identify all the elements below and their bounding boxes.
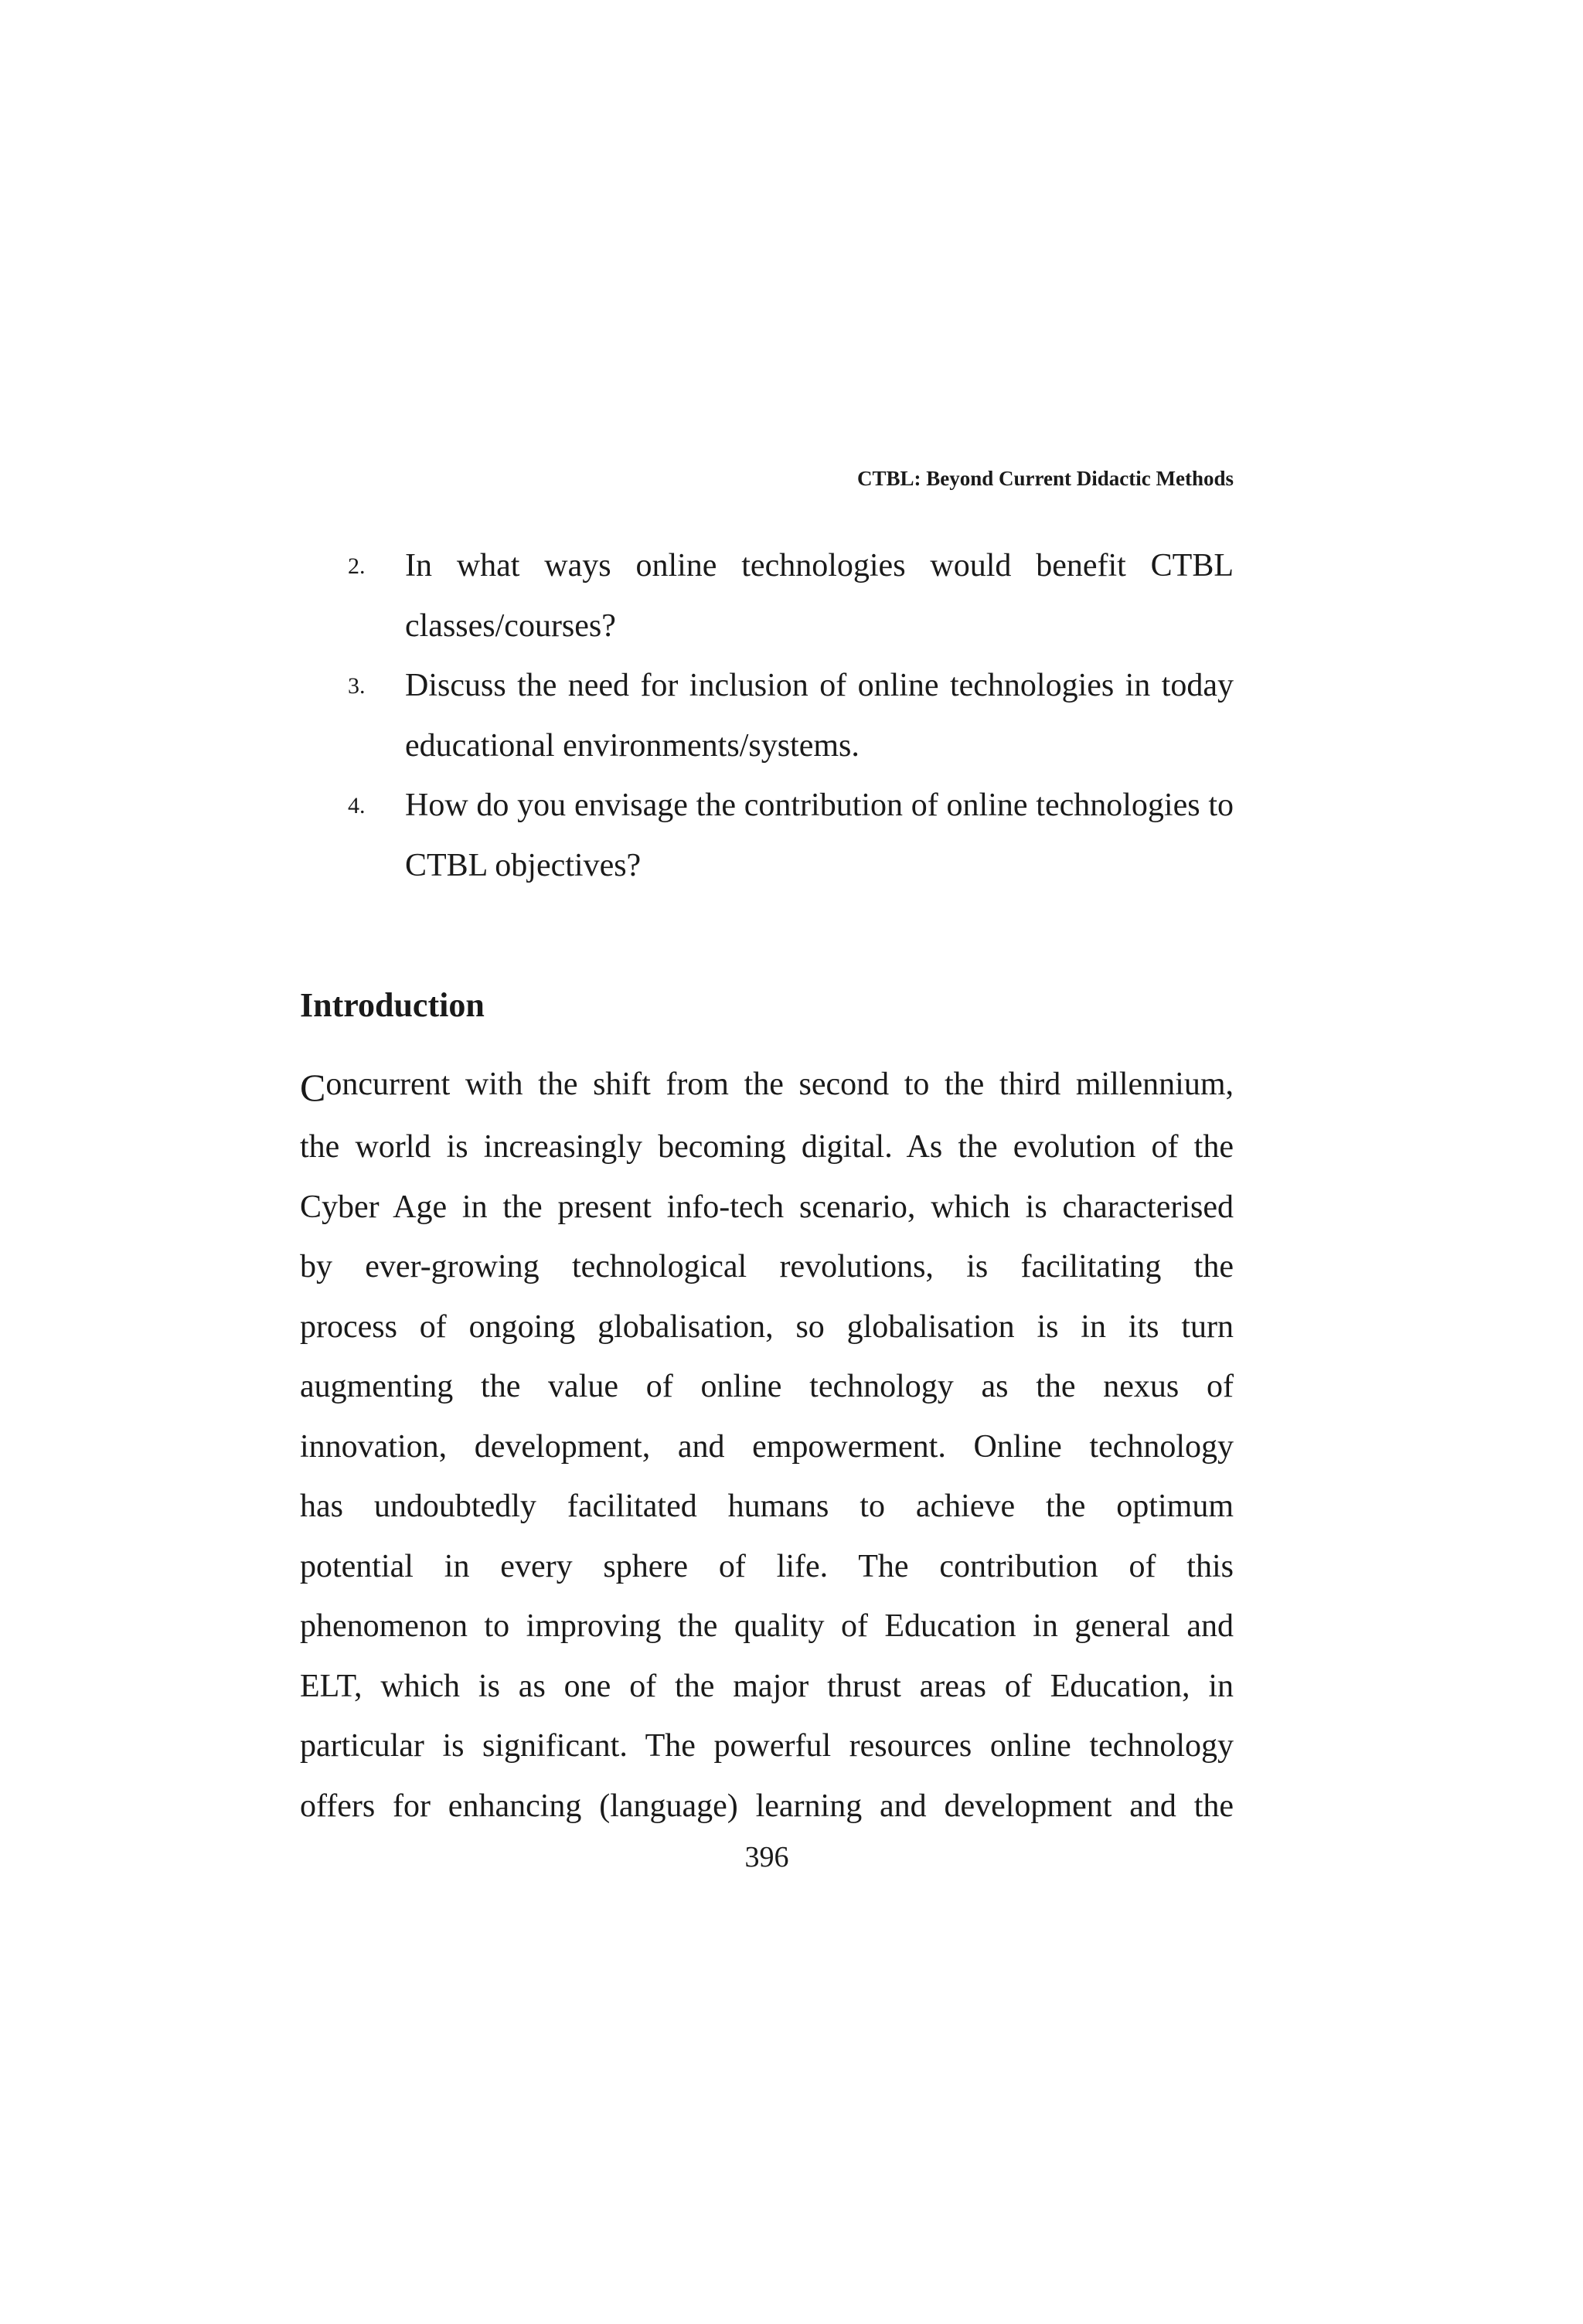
body-line: potential in every sphere of life. The contribution of this [300, 1548, 1234, 1584]
body-line: innovation, development, and empowerment. Online technology [300, 1428, 1234, 1465]
question-number: 3. [348, 673, 366, 699]
body-line: has undoubtedly facilitated humans to achieve the optimum [300, 1489, 1234, 1524]
body-line: by ever-growing technological revolutions, is facilitating the [300, 1249, 1234, 1284]
question-text: Discuss the need for inclusion of online technologies in today educational environments/systems. [405, 668, 1234, 764]
body-line: particular is significant. The powerful resources online technology [300, 1728, 1234, 1764]
running-header: CTBL: Beyond Current Didactic Methods [856, 467, 1234, 490]
page-number: 396 [744, 1841, 789, 1873]
section-heading: Introduction [300, 986, 485, 1024]
question-text: How do you envisage the contribution of online technologies to CTBL objectives? [405, 788, 1234, 883]
body-line: augmenting the value of online technology as the nexus of [300, 1369, 1234, 1404]
body-line: the world is increasingly becoming digital. As the evolution of the [300, 1129, 1234, 1165]
drop-letter: C [300, 1066, 326, 1109]
body-line: process of ongoing globalisation, so globalisation is in its turn [300, 1308, 1234, 1345]
body-line: offers for enhancing (language) learning and development and the [300, 1788, 1234, 1824]
body-line: Cyber Age in the present info-tech scenario, which is characterised [300, 1189, 1234, 1225]
question-text: In what ways online technologies would benefit CTBL classes/courses? [405, 548, 1234, 644]
question-item [348, 656, 1234, 776]
body-line: phenomenon to improving the quality of Education in general and [300, 1608, 1234, 1644]
question-item [348, 776, 1234, 896]
body-paragraph [300, 1048, 1234, 1836]
question-number: 2. [348, 553, 366, 579]
first-line-text: oncurrent with the shift from the second to the third millennium, [325, 1067, 1234, 1102]
question-list [348, 536, 1234, 896]
body-line: ELT, which is as one of the major thrust areas of Education, in [300, 1668, 1234, 1704]
question-number: 4. [348, 793, 366, 818]
question-item [348, 536, 1234, 656]
body-line [300, 1048, 1234, 1118]
